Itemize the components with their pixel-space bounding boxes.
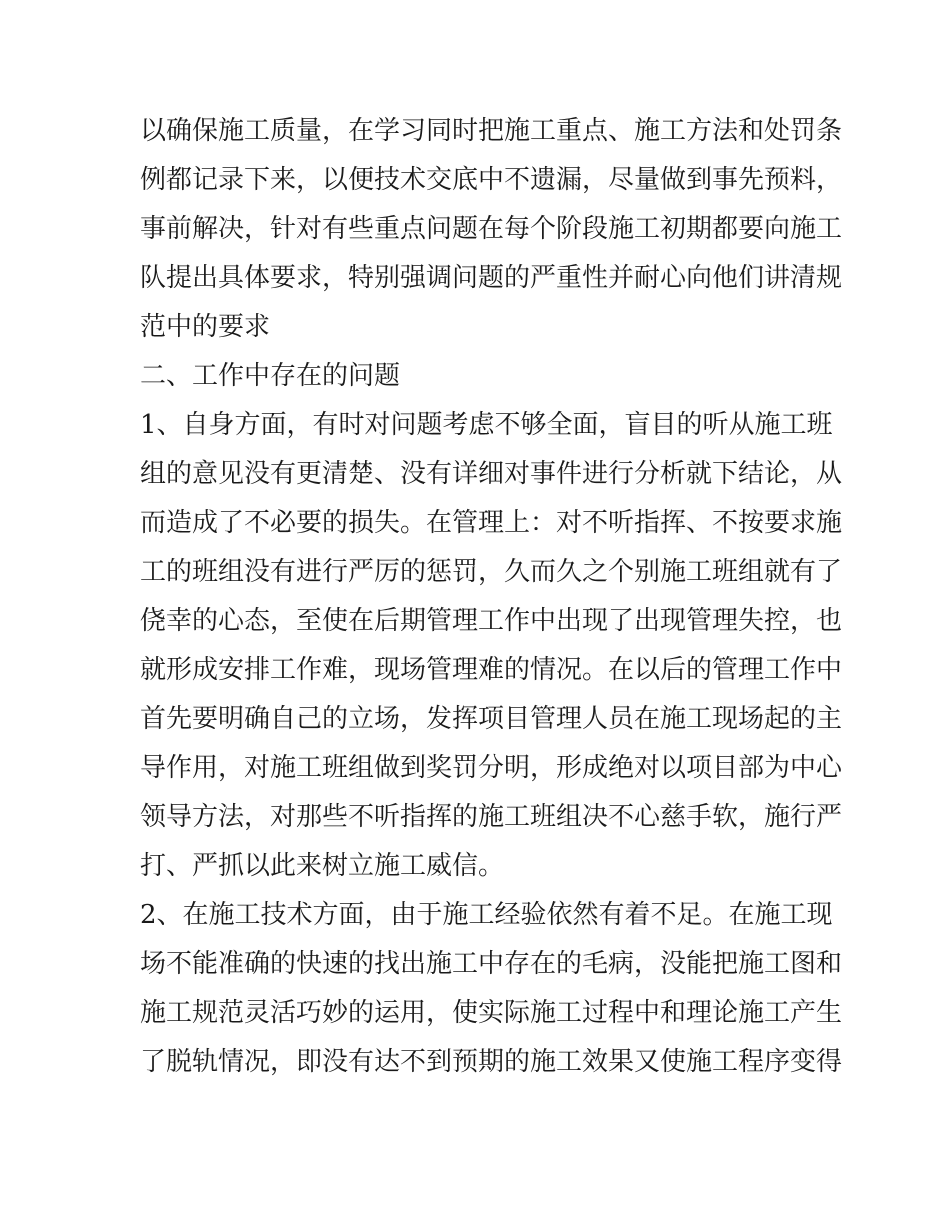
text-line: 组的意见没有更清楚、没有详细对事件进行分析就下结论，从: [140, 459, 843, 489]
text-line: 1、自身方面，有时对问题考虑不够全面，盲目的听从施工班: [140, 410, 833, 440]
text-line: 队提出具体要求，特别强调问题的严重性并耐心向他们讲清规: [140, 263, 843, 293]
text-line: 以确保施工质量，在学习同时把施工重点、施工方法和处罚条: [140, 116, 843, 146]
text-line: 首先要明确自己的立场，发挥项目管理人员在施工现场起的主: [140, 704, 843, 734]
text-line: 而造成了不必要的损失。在管理上：对不听指挥、不按要求施: [140, 508, 843, 538]
text-line: 范中的要求: [140, 312, 271, 342]
text-line: 工的班组没有进行严厉的惩罚，久而久之个别施工班组就有了: [140, 557, 843, 587]
text-line: 侥幸的心态，至使在后期管理工作中出现了出现管理失控，也: [140, 606, 843, 636]
text-line: 事前解决，针对有些重点问题在每个阶段施工初期都要向施工: [140, 214, 843, 244]
text-line: 就形成安排工作难，现场管理难的情况。在以后的管理工作中: [140, 655, 843, 685]
text-line: 例都记录下来，以便技术交底中不遗漏，尽量做到事先预料，: [140, 165, 843, 195]
text-line: 2、在施工技术方面，由于施工经验依然有着不足。在施工现: [140, 900, 833, 930]
text-line: 导作用，对施工班组做到奖罚分明，形成绝对以项目部为中心: [140, 753, 843, 783]
text-line: 领导方法，对那些不听指挥的施工班组决不心慈手软，施行严: [140, 802, 843, 832]
text-line: 了脱轨情况，即没有达不到预期的施工效果又使施工程序变得: [140, 1047, 843, 1077]
text-line: 打、严抓以此来树立施工威信。: [140, 851, 505, 881]
text-line: 场不能准确的快速的找出施工中存在的毛病，没能把施工图和: [140, 949, 843, 979]
text-line: 施工规范灵活巧妙的运用，使实际施工过程中和理论施工产生: [140, 998, 843, 1028]
document-body: [140, 107, 843, 1087]
section-heading: 二、工作中存在的问题: [140, 361, 401, 391]
